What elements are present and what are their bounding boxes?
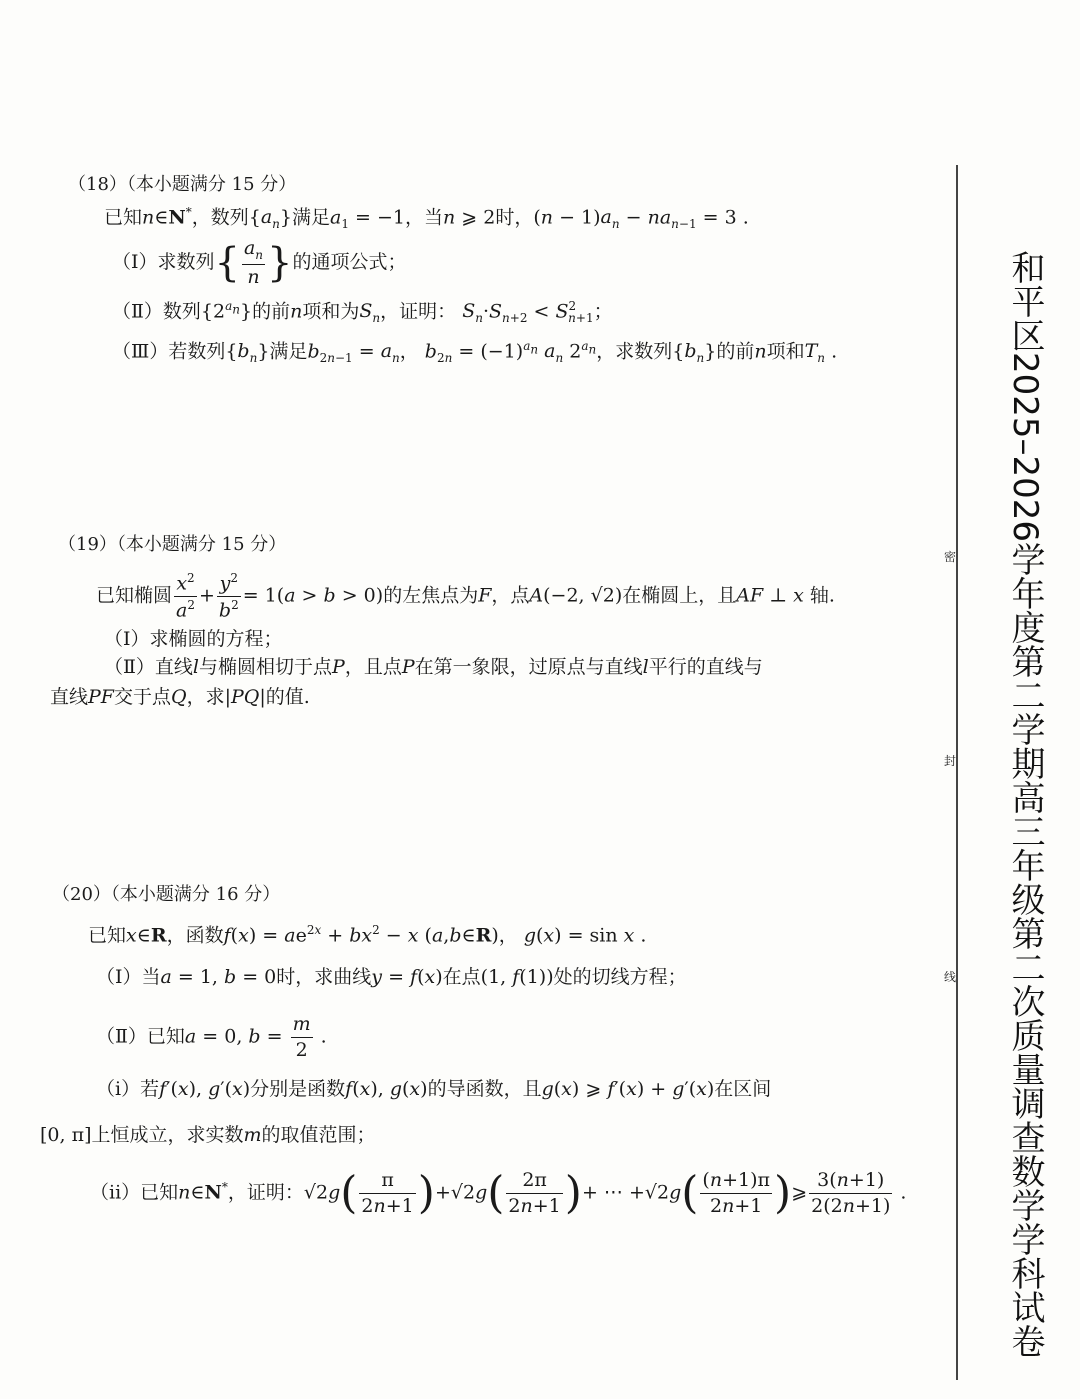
binding-line — [956, 165, 958, 1380]
q19-header: （19）（本小题满分 15 分） — [58, 534, 287, 555]
q20-header: （20）（本小题满分 16 分） — [52, 884, 281, 905]
binding-mark-seal: 密 — [944, 550, 957, 564]
q18-part-3: （Ⅲ）若数列$\{b_n\}$满足$b_{2n-1} = a_n$， $b_{2n} = (-1)^{a_n}$ $a_n$ $2^{a_n}$，求数列$\{b_n\}$的前n项和$T_n$ . — [112, 339, 838, 366]
binding-mark-line: 线 — [944, 970, 957, 984]
q20-part-2-ii: （ii）已知n∈N*，证明：√2g( $\frac{\pi}{2n+1}$ )+√2g( $\frac{2\pi}{2n+1}$ )+ ⋯ +√2g( $\frac{(n+1)\pi}{2n+1}$ )⩾ $\frac{3(n+1)}{2(2n+1)}$ . — [90, 1167, 907, 1219]
q19-stem: 已知椭圆 $\frac{x^2}{a^2}$ + $\frac{y^2}{b^2}$ = 1(a > b > 0)的左焦点为F，点A(−2, √2)在椭圆上，且AF ⊥ x 轴. — [96, 571, 835, 622]
q18-header: （18）（本小题满分 15 分） — [68, 174, 297, 195]
q20-part-2: （Ⅱ）已知a = 0, b = $\frac{m}{2}$ . — [96, 1013, 327, 1061]
q20-part-1: （Ⅰ）当a = 1, b = 0时，求曲线y = f(x)在点(1, f(1))处的切线方程； — [96, 966, 687, 988]
q18-part-2: （Ⅱ）数列$\{2^{a_n}\}$的前n项和为$S_n$，证明： $S_n\cdot S_{n+2} < S^2_{n+1}$； — [112, 299, 613, 326]
exam-title-vertical: 和平区2025–2026学年度第二学期高三年级第二次质量调查数学学科试卷 — [1005, 250, 1045, 1359]
q18-stem: 已知n∈N*，数列$\{a_n\}$满足$a_1 = -1$，当n ⩾ 2时，$(n - 1)a_n - na_{n-1} = 3$ . — [104, 205, 749, 232]
binding-mark-close: 封 — [944, 754, 957, 768]
q19-part-2-cont: 直线PF交于点Q，求|PQ|的值. — [50, 686, 310, 708]
q18-part-1: （Ⅰ）求数列{ $\frac{a_n}{n}$ }的通项公式； — [112, 237, 407, 288]
q19-part-1: （Ⅰ）求椭圆的方程； — [104, 628, 283, 650]
q20-stem: 已知x∈R，函数$f(x) = ae^{2x} + bx^2 - x$ (a,b∈R)， g(x) = sin x . — [88, 923, 647, 947]
q20-part-2-i-cont: [0, π]上恒成立，求实数m的取值范围； — [40, 1124, 376, 1146]
q20-part-2-i: （i）若f′(x), g′(x)分别是函数f(x), g(x)的导函数，且g(x) ⩾ f′(x) + g′(x)在区间 — [96, 1078, 772, 1100]
q19-part-2: （Ⅱ）直线l与椭圆相切于点P，且点P在第一象限，过原点与直线l平行的直线与 — [104, 656, 763, 678]
